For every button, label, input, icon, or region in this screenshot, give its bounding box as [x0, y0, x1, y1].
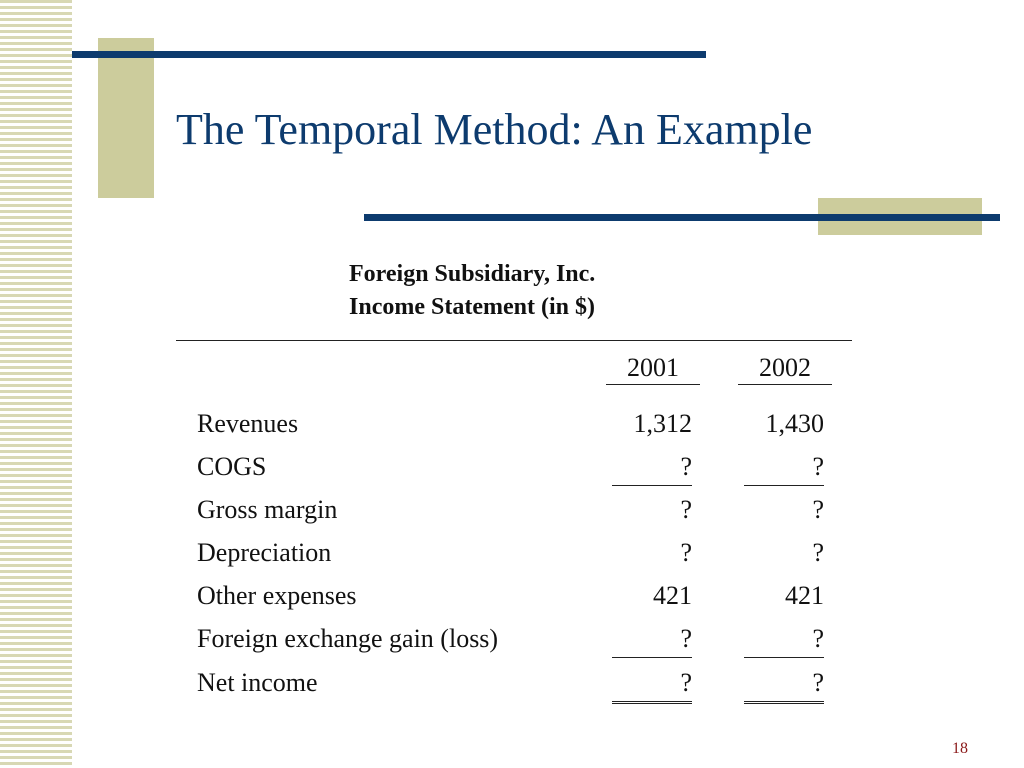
value-2002: ?	[744, 621, 824, 658]
row-label: Gross margin	[197, 495, 338, 524]
value-2002: ?	[744, 449, 824, 486]
year-header-2002: 2002	[738, 352, 832, 385]
page-number: 18	[952, 740, 968, 757]
row-label: Foreign exchange gain (loss)	[197, 624, 499, 653]
row-label: Net income	[197, 668, 318, 697]
value-2002: 1,430	[765, 409, 824, 438]
value-2001: 1,312	[633, 409, 692, 438]
value-2001: ?	[680, 495, 692, 524]
value-2001: ?	[680, 538, 692, 567]
table-row	[0, 449, 1024, 492]
table-row	[0, 621, 1024, 664]
table-row	[0, 578, 1024, 621]
row-label: Other expenses	[197, 581, 357, 610]
value-2001: ?	[612, 665, 692, 704]
year-header-2001: 2001	[606, 352, 700, 385]
value-2001: ?	[612, 449, 692, 486]
row-label: COGS	[197, 452, 267, 481]
value-2002: 421	[785, 581, 824, 610]
decorative-tan-block-left	[98, 38, 154, 198]
value-2001: 421	[653, 581, 692, 610]
value-2001: ?	[612, 621, 692, 658]
company-name: Foreign Subsidiary, Inc.	[349, 261, 596, 287]
table-row	[0, 406, 1024, 449]
top-accent-bar	[72, 51, 706, 58]
value-2002: ?	[744, 665, 824, 704]
row-label: Depreciation	[197, 538, 332, 567]
value-2002: ?	[812, 538, 824, 567]
statement-divider	[176, 340, 852, 341]
table-row	[0, 535, 1024, 578]
table-row	[0, 492, 1024, 535]
slide-title: The Temporal Method: An Example	[176, 105, 813, 154]
statement-heading	[349, 258, 595, 324]
table-row	[0, 665, 1024, 708]
value-2002: ?	[812, 495, 824, 524]
row-label: Revenues	[197, 409, 299, 438]
bottom-accent-bar	[364, 214, 1000, 221]
statement-subtitle: Income Statement (in $)	[349, 294, 595, 320]
